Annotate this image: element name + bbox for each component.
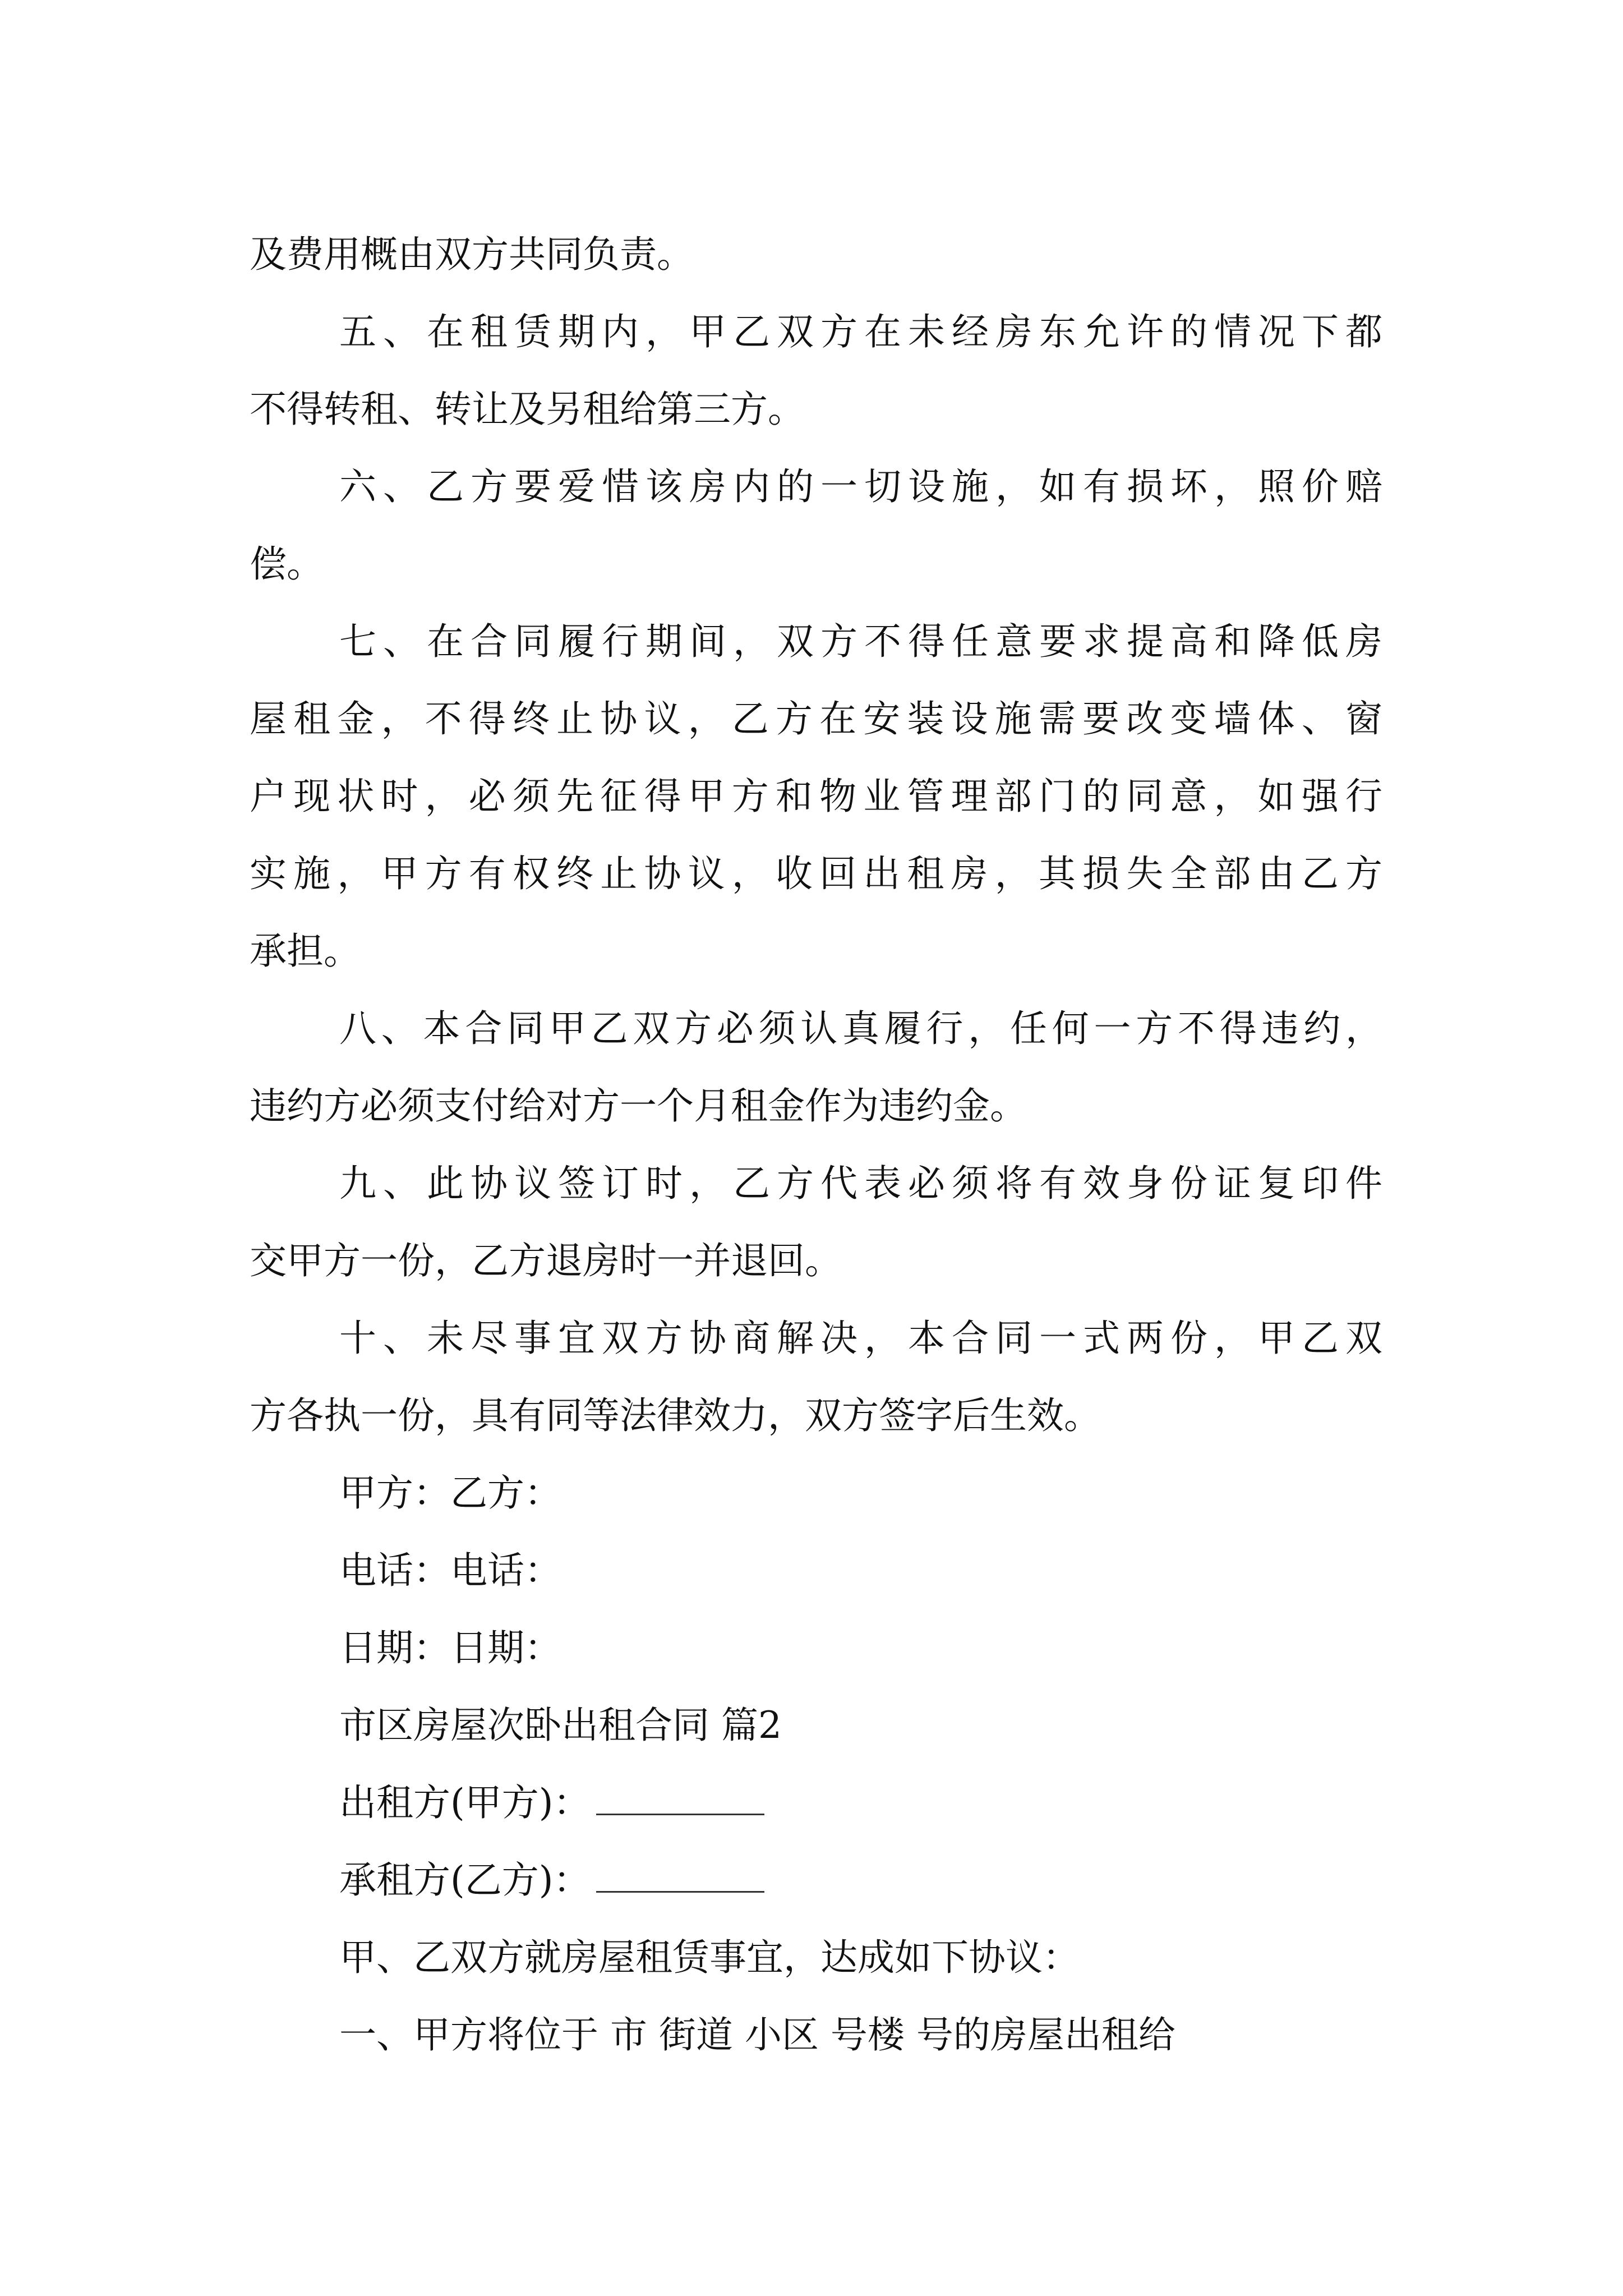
lessee-blank: [596, 1857, 764, 1893]
lessor-blank: [596, 1780, 764, 1815]
clause-7-line-2: 屋租金，不得终止协议，乙方在安装设施需要改变墙体、窗: [250, 697, 1382, 740]
clause-5-line-1: 五、在租赁期内，甲乙双方在未经房东允许的情况下都: [339, 310, 1382, 353]
clause-10-line-1: 十、未尽事宜双方协商解决，本合同一式两份，甲乙双: [339, 1317, 1382, 1360]
clause-9-line-2: 交甲方一份，乙方退房时一并退回。: [250, 1239, 842, 1282]
signature-date-line: 日期：日期：: [339, 1626, 561, 1669]
lessee-label: 承租方(乙方)：: [339, 1858, 591, 1902]
clause-10-line-2: 方各执一份，具有同等法律效力，双方签字后生效。: [250, 1394, 1101, 1437]
clause-7-line-3: 户现状时，必须先征得甲方和物业管理部门的同意，如强行: [250, 775, 1382, 818]
clause-8-line-2: 违约方必须支付给对方一个月租金作为违约金。: [250, 1084, 1027, 1128]
clause-8-line-1: 八、本合同甲乙双方必须认真履行，任何一方不得违约，: [339, 1007, 1382, 1050]
clause-7-line-5: 承担。: [250, 930, 361, 973]
clause-5-line-2: 不得转租、转让及另租给第三方。: [250, 388, 805, 431]
agreement-intro: 甲、乙双方就房屋租赁事宜，达成如下协议：: [339, 1936, 1080, 1979]
clause-7-line-4: 实施，甲方有权终止协议，收回出租房，其损失全部由乙方: [250, 852, 1382, 895]
section-title: 市区房屋次卧出租合同 篇2: [339, 1704, 782, 1747]
lessor-line: [250, 1764, 1382, 1842]
signature-party-line: 甲方：乙方：: [339, 1471, 561, 1515]
clause-1-line-1: 一、甲方将位于 市 街道 小区 号楼 号的房屋出租给: [339, 2013, 1175, 2056]
lessee-line: [250, 1842, 1382, 1919]
lessor-label: 出租方(甲方)：: [339, 1781, 591, 1824]
document-page: [250, 216, 1382, 2074]
signature-phone-line: 电话：电话：: [339, 1549, 561, 1592]
clause-7-line-1: 七、在合同履行期间，双方不得任意要求提高和降低房: [339, 620, 1382, 663]
clause-6-line-2: 偿。: [250, 542, 324, 586]
clause-6-line-1: 六、乙方要爱惜该房内的一切设施，如有损坏，照价赔: [339, 465, 1382, 508]
text-line-1: 及费用概由双方共同负责。: [250, 233, 694, 276]
clause-9-line-1: 九、此协议签订时，乙方代表必须将有效身份证复印件: [339, 1162, 1382, 1205]
